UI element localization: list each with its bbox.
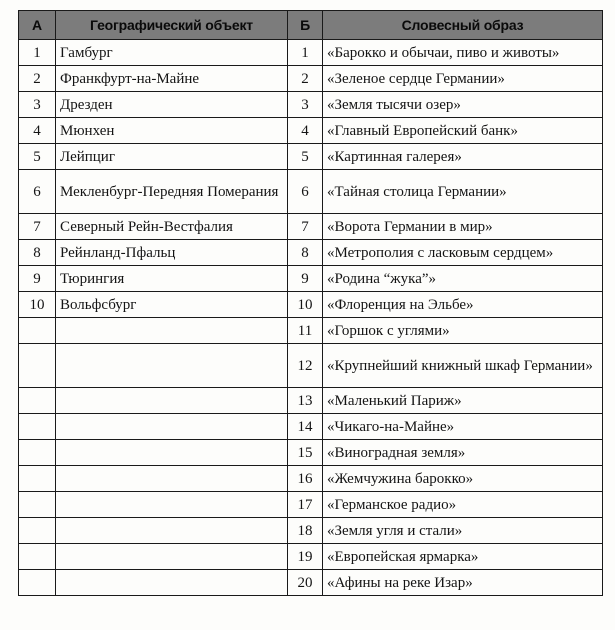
geo-object-cell: Вольфсбург [56,292,288,318]
verbal-image-cell: «Родина “жука”» [323,266,603,292]
header-row [19,11,603,40]
b-number-cell: 13 [288,388,323,414]
b-number-cell: 11 [288,318,323,344]
table-row [19,344,603,388]
b-number-cell: 20 [288,570,323,596]
verbal-image-cell: «Земля угля и стали» [323,518,603,544]
verbal-image-cell: «Главный Европейский банк» [323,118,603,144]
a-number-cell: 8 [19,240,56,266]
b-number-cell: 4 [288,118,323,144]
b-number-cell: 9 [288,266,323,292]
table-row [19,414,603,440]
verbal-image-cell: «Жемчужина барокко» [323,466,603,492]
matching-table [18,10,603,596]
b-number-cell: 18 [288,518,323,544]
b-number-cell: 1 [288,40,323,66]
geo-object-cell: Северный Рейн-Вестфалия [56,214,288,240]
geo-object-cell [56,492,288,518]
table-row [19,144,603,170]
verbal-image-cell: «Барокко и обычаи, пиво и животы» [323,40,603,66]
a-number-cell [19,492,56,518]
verbal-image-cell: «Маленький Париж» [323,388,603,414]
table-row [19,66,603,92]
verbal-image-cell: «Метрополия с ласковым сердцем» [323,240,603,266]
verbal-image-cell: «Виноградная земля» [323,440,603,466]
a-number-cell [19,318,56,344]
a-number-cell [19,344,56,388]
verbal-image-cell: «Европейская ярмарка» [323,544,603,570]
table-row [19,214,603,240]
a-number-cell [19,570,56,596]
geo-object-cell [56,388,288,414]
geo-object-cell: Франкфурт-на-Майне [56,66,288,92]
a-number-cell [19,440,56,466]
geo-object-cell [56,414,288,440]
a-number-cell [19,466,56,492]
verbal-image-cell: «Ворота Германии в мир» [323,214,603,240]
a-number-cell: 2 [19,66,56,92]
geo-object-cell [56,344,288,388]
table-row [19,92,603,118]
table-body [19,40,603,596]
b-number-cell: 12 [288,344,323,388]
geo-object-cell [56,544,288,570]
a-number-cell: 10 [19,292,56,318]
geo-object-cell [56,466,288,492]
table-row [19,544,603,570]
header-col-a: А [19,11,56,40]
verbal-image-cell: «Флоренция на Эльбе» [323,292,603,318]
b-number-cell: 19 [288,544,323,570]
b-number-cell: 14 [288,414,323,440]
a-number-cell: 4 [19,118,56,144]
geo-object-cell: Тюрингия [56,266,288,292]
geo-object-cell: Лейпциг [56,144,288,170]
geo-object-cell: Мюнхен [56,118,288,144]
table-header [19,11,603,40]
a-number-cell: 9 [19,266,56,292]
b-number-cell: 8 [288,240,323,266]
table-row [19,388,603,414]
b-number-cell: 17 [288,492,323,518]
table-row [19,318,603,344]
table-row [19,518,603,544]
verbal-image-cell: «Афины на реке Изар» [323,570,603,596]
header-verbal-image: Словесный образ [323,11,603,40]
header-col-b: Б [288,11,323,40]
verbal-image-cell: «Крупнейший книжный шкаф Германии» [323,344,603,388]
a-number-cell [19,518,56,544]
a-number-cell [19,544,56,570]
b-number-cell: 7 [288,214,323,240]
geo-object-cell: Дрезден [56,92,288,118]
verbal-image-cell: «Земля тысячи озер» [323,92,603,118]
table-row [19,266,603,292]
b-number-cell: 16 [288,466,323,492]
table-row [19,240,603,266]
a-number-cell: 1 [19,40,56,66]
a-number-cell: 6 [19,170,56,214]
verbal-image-cell: «Германское радио» [323,492,603,518]
b-number-cell: 15 [288,440,323,466]
a-number-cell: 5 [19,144,56,170]
verbal-image-cell: «Картинная галерея» [323,144,603,170]
geo-object-cell [56,440,288,466]
table-row [19,570,603,596]
a-number-cell [19,388,56,414]
geo-object-cell [56,570,288,596]
table-row [19,118,603,144]
verbal-image-cell: «Зеленое сердце Германии» [323,66,603,92]
geo-object-cell: Мекленбург-Передняя Померания [56,170,288,214]
b-number-cell: 2 [288,66,323,92]
b-number-cell: 10 [288,292,323,318]
b-number-cell: 5 [288,144,323,170]
geo-object-cell [56,318,288,344]
geo-object-cell [56,518,288,544]
verbal-image-cell: «Горшок с углями» [323,318,603,344]
b-number-cell: 3 [288,92,323,118]
geo-object-cell: Рейнланд-Пфальц [56,240,288,266]
table-row [19,440,603,466]
table-row [19,292,603,318]
table-row [19,466,603,492]
a-number-cell: 3 [19,92,56,118]
b-number-cell: 6 [288,170,323,214]
header-geographic-object: Географический объект [56,11,288,40]
table-row [19,40,603,66]
table-row [19,170,603,214]
geo-object-cell: Гамбург [56,40,288,66]
verbal-image-cell: «Чикаго-на-Майне» [323,414,603,440]
verbal-image-cell: «Тайная столица Германии» [323,170,603,214]
a-number-cell: 7 [19,214,56,240]
table-row [19,492,603,518]
a-number-cell [19,414,56,440]
